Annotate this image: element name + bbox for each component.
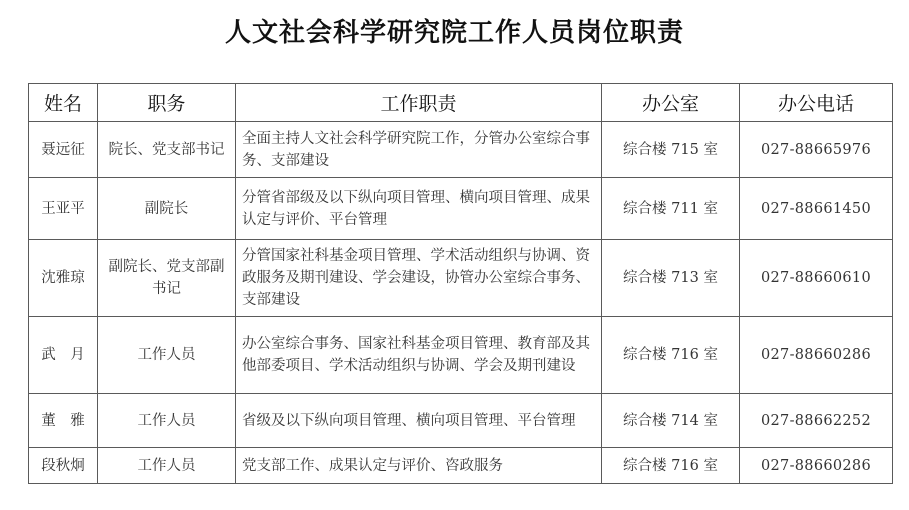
cell-duties: 党支部工作、成果认定与评价、咨政服务 (236, 448, 602, 484)
cell-name: 沈雅琼 (29, 240, 98, 317)
table-header-row (29, 84, 893, 122)
cell-office: 综合楼 713 室 (602, 240, 740, 317)
cell-phone: 027-88661450 (740, 178, 893, 240)
cell-position: 工作人员 (98, 394, 236, 448)
cell-duties: 省级及以下纵向项目管理、横向项目管理、平台管理 (236, 394, 602, 448)
cell-office: 综合楼 716 室 (602, 448, 740, 484)
cell-phone: 027-88660286 (740, 317, 893, 394)
header-name: 姓名 (29, 84, 98, 122)
cell-phone: 027-88665976 (740, 122, 893, 178)
cell-name: 董 雅 (29, 394, 98, 448)
table-row (29, 448, 893, 484)
cell-position: 院长、党支部书记 (98, 122, 236, 178)
cell-office: 综合楼 715 室 (602, 122, 740, 178)
cell-office: 综合楼 714 室 (602, 394, 740, 448)
document-title: 人文社会科学研究院工作人员岗位职责 (224, 18, 684, 48)
cell-name: 聂远征 (29, 122, 98, 178)
cell-position: 工作人员 (98, 448, 236, 484)
table-row (29, 240, 893, 317)
cell-duties: 全面主持人文社会科学研究院工作，分管办公室综合事务、支部建设 (236, 122, 602, 178)
cell-duties: 分管国家社科基金项目管理、学术活动组织与协调、资政服务及期刊建设、学会建设，协管办公室综合事务、支部建设 (236, 240, 602, 317)
staff-duties-table (28, 83, 893, 484)
cell-name: 王亚平 (29, 178, 98, 240)
table-row (29, 178, 893, 240)
cell-name: 武 月 (29, 317, 98, 394)
header-office: 办公室 (602, 84, 740, 122)
header-phone: 办公电话 (740, 84, 893, 122)
cell-duties: 办公室综合事务、国家社科基金项目管理、教育部及其他部委项目、学术活动组织与协调、学会及期刊建设 (236, 317, 602, 394)
table-row (29, 317, 893, 394)
cell-position: 工作人员 (98, 317, 236, 394)
cell-position: 副院长、党支部副书记 (98, 240, 236, 317)
cell-office: 综合楼 711 室 (602, 178, 740, 240)
table-row (29, 122, 893, 178)
table-row (29, 394, 893, 448)
header-position: 职务 (98, 84, 236, 122)
cell-position: 副院长 (98, 178, 236, 240)
cell-duties: 分管省部级及以下纵向项目管理、横向项目管理、成果认定与评价、平台管理 (236, 178, 602, 240)
cell-name: 段秋炯 (29, 448, 98, 484)
cell-phone: 027-88662252 (740, 394, 893, 448)
cell-phone: 027-88660610 (740, 240, 893, 317)
cell-office: 综合楼 716 室 (602, 317, 740, 394)
cell-phone: 027-88660286 (740, 448, 893, 484)
header-duties: 工作职责 (236, 84, 602, 122)
